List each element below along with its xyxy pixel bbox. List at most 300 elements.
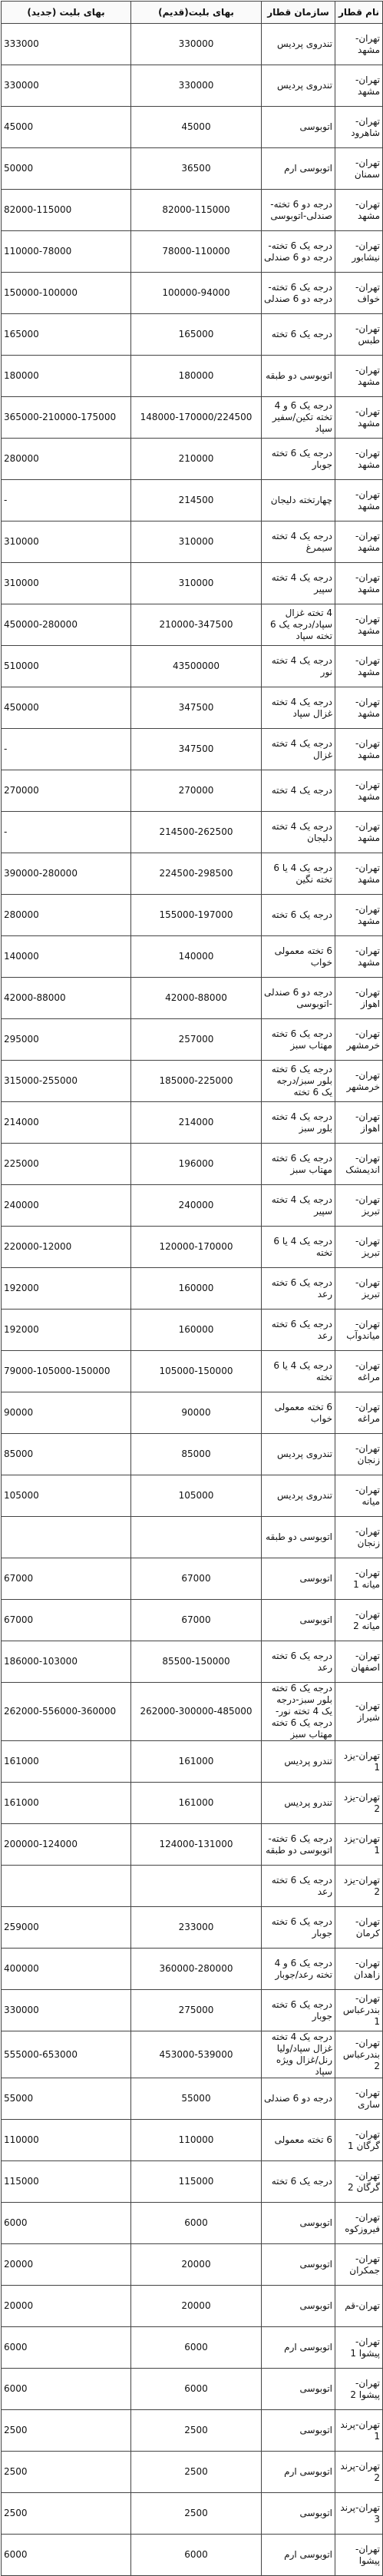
route-cell: تهران-اندیمشک <box>335 1144 383 1185</box>
old-price-cell: 2500 <box>131 2493 262 2535</box>
route-cell: تهران-پرند 2 <box>335 2452 383 2493</box>
route-cell: تهران-زاهدان <box>335 1949 383 1990</box>
table-row <box>2 1741 383 1783</box>
route-cell: تهران-مراغه <box>335 1392 383 1434</box>
table-row <box>2 1227 383 1268</box>
train-cell: 6 تخته معمولی <box>262 2120 335 2161</box>
new-price-cell: 6000 <box>2 2327 131 2369</box>
train-cell: درجه دو 6 صندلی <box>262 2078 335 2120</box>
train-cell: اتوبوسی ارم <box>262 2452 335 2493</box>
train-cell: اتوبوسی <box>262 2244 335 2286</box>
route-cell: تهران-اهواز <box>335 978 383 1019</box>
new-price-cell: 330000 <box>2 65 131 107</box>
train-cell: اتوبوسی دو طبقه <box>262 356 335 397</box>
route-cell: تهران-شیراز <box>335 1683 383 1741</box>
old-price-cell: 42000-88000 <box>131 978 262 1019</box>
train-cell: درجه یک 6 تخته <box>262 2161 335 2203</box>
train-cell: درجه یک 6 تخته-اتوبوسی دو طبقه <box>262 1824 335 1866</box>
new-price-cell: 390000-280000 <box>2 853 131 895</box>
new-price-cell: 450000 <box>2 687 131 729</box>
route-cell: تهران-مشهد <box>335 397 383 439</box>
route-cell: تهران-مشهد <box>335 604 383 646</box>
new-price-cell: 2500 <box>2 2410 131 2452</box>
old-price-cell: 100000-94000 <box>131 273 262 314</box>
old-price-cell: 453000-539000 <box>131 2031 262 2078</box>
old-price-cell: 78000-110000 <box>131 231 262 273</box>
new-price-cell: 240000 <box>2 1185 131 1227</box>
new-price-cell: 50000 <box>2 148 131 190</box>
train-cell: درجه یک 4 تخته بلور سبز <box>262 1102 335 1144</box>
train-cell: درجه یک 6 تخته <box>262 895 335 936</box>
table-row <box>2 1061 383 1102</box>
table-row <box>2 1866 383 1907</box>
train-cell: اتوبوسی ارم <box>262 2535 335 2576</box>
train-fares-table <box>1 1 383 2576</box>
new-price-cell: 225000 <box>2 1144 131 1185</box>
new-price-cell: 110000 <box>2 2120 131 2161</box>
route-cell: تهران-خرمشهر <box>335 1061 383 1102</box>
table-row <box>2 1102 383 1144</box>
table-row <box>2 687 383 729</box>
train-cell: اتوبوسی ارم <box>262 148 335 190</box>
table-row <box>2 190 383 231</box>
train-cell: درجه یک 6 تخته-درجه دو 6 صندلی <box>262 273 335 314</box>
route-cell: تهران-پرند 1 <box>335 2410 383 2452</box>
route-cell: تهران-میانه 1 <box>335 1558 383 1600</box>
fare-rows <box>2 24 383 2576</box>
route-cell: تهران-تبریز <box>335 1227 383 1268</box>
table-row <box>2 1475 383 1517</box>
train-cell: درجه یک 4 تخته غزال سپاد/ولیا رنل/غزال ویژه سپاد <box>262 2031 335 2078</box>
train-cell: اتوبوسی <box>262 1558 335 1600</box>
train-cell: درجه یک 6 تخته رعد <box>262 1310 335 1351</box>
table-row <box>2 1641 383 1683</box>
new-price-cell: 67000 <box>2 1558 131 1600</box>
new-price-cell: 259000 <box>2 1907 131 1949</box>
old-price-cell: 185000-225000 <box>131 1061 262 1102</box>
new-price-cell: 85000 <box>2 1434 131 1475</box>
train-cell: درجه یک 4 تخته سپیر <box>262 563 335 604</box>
new-price-cell: 115000 <box>2 2161 131 2203</box>
old-price-cell: 105000-150000 <box>131 1351 262 1392</box>
route-cell: تهران-کرمان <box>335 1907 383 1949</box>
old-price-cell: 310000 <box>131 521 262 563</box>
train-cell: درجه یک 4 یا 6 تخته نگین <box>262 853 335 895</box>
route-cell: تهران-زنجان <box>335 1517 383 1558</box>
new-price-cell: 2500 <box>2 2493 131 2535</box>
route-cell: تهران-نیشابور <box>335 231 383 273</box>
route-cell: تهران-ساری <box>335 2078 383 2120</box>
new-price-cell: 280000 <box>2 895 131 936</box>
train-cell: اتوبوسی <box>262 2369 335 2410</box>
table-row <box>2 1783 383 1824</box>
new-price-cell: 510000 <box>2 646 131 687</box>
old-price-cell: 257000 <box>131 1019 262 1061</box>
table-row <box>2 1824 383 1866</box>
table-row <box>2 1268 383 1310</box>
new-price-cell: 192000 <box>2 1310 131 1351</box>
route-cell: تهران-بندرعباس 2 <box>335 2031 383 2078</box>
table-row <box>2 646 383 687</box>
train-cell: درجه یک 6 تخته <box>262 314 335 356</box>
new-price-cell: 180000 <box>2 356 131 397</box>
new-price-cell: 400000 <box>2 1949 131 1990</box>
new-price-cell: - <box>2 480 131 521</box>
train-cell: تندرو پردیس <box>262 1741 335 1783</box>
table-row <box>2 231 383 273</box>
old-price-cell: 233000 <box>131 1907 262 1949</box>
route-cell: تهران-پیشوا <box>335 2535 383 2576</box>
table-row <box>2 2161 383 2203</box>
new-price-cell <box>2 1866 131 1907</box>
train-cell: درجه یک 4 تخته دلیجان <box>262 812 335 853</box>
new-price-cell: 214000 <box>2 1102 131 1144</box>
route-cell: تهران-مشهد <box>335 563 383 604</box>
table-row <box>2 1351 383 1392</box>
old-price-cell: 270000 <box>131 770 262 812</box>
train-cell: 4 تخته غزال سپاد/درجه یک 6 تخته سپاد <box>262 604 335 646</box>
old-price-cell: 347500 <box>131 729 262 770</box>
train-cell: درجه یک 4 تخته سیمرغ <box>262 521 335 563</box>
train-cell: درجه دو 6 تخته-صندلی-اتوبوسی <box>262 190 335 231</box>
old-price-cell: 55000 <box>131 2078 262 2120</box>
old-price-cell: 214500 <box>131 480 262 521</box>
route-cell: تهران-سمنان <box>335 148 383 190</box>
route-cell: تهران-پیشوا 2 <box>335 2369 383 2410</box>
train-cell: درجه یک 4 یا 6 تخته <box>262 1351 335 1392</box>
train-cell: اتوبوسی <box>262 2203 335 2244</box>
old-price-cell: 36500 <box>131 148 262 190</box>
new-price-cell: 140000 <box>2 936 131 978</box>
route-cell: تهران-میانه <box>335 1475 383 1517</box>
table-row <box>2 770 383 812</box>
table-row <box>2 895 383 936</box>
route-cell: تهران-مشهد <box>335 895 383 936</box>
old-price-cell: 161000 <box>131 1783 262 1824</box>
new-price-cell: 79000-105000-150000 <box>2 1351 131 1392</box>
old-price-cell: 210000-347500 <box>131 604 262 646</box>
old-price-cell: 196000 <box>131 1144 262 1185</box>
new-price-cell: 450000-280000 <box>2 604 131 646</box>
train-cell: 6 تخته معمولی خواب <box>262 936 335 978</box>
route-cell: تهران-مشهد <box>335 812 383 853</box>
old-price-cell: 360000-280000 <box>131 1949 262 1990</box>
train-cell: درجه یک 6 تخته جوبار <box>262 1907 335 1949</box>
old-price-cell: 6000 <box>131 2535 262 2576</box>
old-price-cell: 20000 <box>131 2286 262 2327</box>
route-cell: تهران-مشهد <box>335 687 383 729</box>
route-cell: تهران-گرگان 1 <box>335 2120 383 2161</box>
table-row <box>2 1683 383 1741</box>
train-cell: درجه دو 6 صندلی -اتوبوسی <box>262 978 335 1019</box>
table-row <box>2 2369 383 2410</box>
table-row <box>2 978 383 1019</box>
train-cell: درجه یک 6 تخته مهتاب سبز <box>262 1144 335 1185</box>
train-cell: درجه یک 4 یا 6 تخته <box>262 1227 335 1268</box>
train-cell: تندرو پردیس <box>262 1783 335 1824</box>
old-price-cell: 347500 <box>131 687 262 729</box>
new-price-cell: 310000 <box>2 563 131 604</box>
table-row <box>2 1990 383 2031</box>
table-row <box>2 2203 383 2244</box>
route-cell: تهران-مراغه <box>335 1351 383 1392</box>
route-cell: تهران-یزد 2 <box>335 1866 383 1907</box>
route-cell: تهران-قم <box>335 2286 383 2327</box>
old-price-cell: 115000 <box>131 2161 262 2203</box>
old-price-cell: 148000-170000/224500 <box>131 397 262 439</box>
old-price-cell: 214500-262500 <box>131 812 262 853</box>
old-price-cell: 224500-298500 <box>131 853 262 895</box>
table-row <box>2 314 383 356</box>
train-header: سازمان قطار <box>262 2 335 24</box>
old-price-cell: 160000 <box>131 1310 262 1351</box>
old-price-cell: 214000 <box>131 1102 262 1144</box>
route-cell: تهران-یزد 1 <box>335 1741 383 1783</box>
new-price-cell: 110000-78000 <box>2 231 131 273</box>
table-row <box>2 812 383 853</box>
old-price-cell: 20000 <box>131 2244 262 2286</box>
table-row <box>2 853 383 895</box>
table-row <box>2 1907 383 1949</box>
route-cell: تهران-خواف <box>335 273 383 314</box>
old-price-cell: 105000 <box>131 1475 262 1517</box>
new-price-header: بهای بلیت (جدید) <box>2 2 131 24</box>
old-price-cell: 155000-197000 <box>131 895 262 936</box>
route-cell: تهران-مشهد <box>335 439 383 480</box>
new-price-cell: 280000 <box>2 439 131 480</box>
old-price-cell: 85500-150000 <box>131 1641 262 1683</box>
new-price-cell: 90000 <box>2 1392 131 1434</box>
train-cell: اتوبوسی ارم <box>262 2327 335 2369</box>
old-price-cell <box>131 1866 262 1907</box>
train-cell: اتوبوسی <box>262 1600 335 1641</box>
train-cell: درجه یک 4 تخته سپیر <box>262 1185 335 1227</box>
new-price-cell: 2500 <box>2 2452 131 2493</box>
route-cell: تهران-مشهد <box>335 24 383 65</box>
table-row <box>2 65 383 107</box>
old-price-cell: 165000 <box>131 314 262 356</box>
old-price-cell: 2500 <box>131 2452 262 2493</box>
new-price-cell: - <box>2 729 131 770</box>
new-price-cell: 82000-115000 <box>2 190 131 231</box>
old-price-cell: 82000-115000 <box>131 190 262 231</box>
route-cell: تهران-خرمشهر <box>335 1019 383 1061</box>
old-price-cell: 124000-131000 <box>131 1824 262 1866</box>
new-price-cell: 150000-100000 <box>2 273 131 314</box>
train-cell: درجه یک 6 و 4 تخته تکین/سفیر سپاد <box>262 397 335 439</box>
train-cell: درجه یک 6 تخته بلور سبز-درجه یک 4 تخته نور-درجه یک 6 تخته مهتاب سبز <box>262 1683 335 1741</box>
old-price-cell: 45000 <box>131 107 262 148</box>
table-row <box>2 356 383 397</box>
old-price-cell: 2500 <box>131 2410 262 2452</box>
table-row <box>2 2410 383 2452</box>
old-price-cell: 90000 <box>131 1392 262 1434</box>
new-price-cell: 262000-556000-360000 <box>2 1683 131 1741</box>
train-cell: درجه یک 6 تخته رعد <box>262 1268 335 1310</box>
train-cell: درجه یک 6 و 4 تخته رعد/جوبار <box>262 1949 335 1990</box>
new-price-cell: 55000 <box>2 2078 131 2120</box>
header-row <box>2 2 383 24</box>
route-cell: تهران-مشهد <box>335 646 383 687</box>
table-row <box>2 107 383 148</box>
route-cell: تهران-جمکران <box>335 2244 383 2286</box>
table-row <box>2 729 383 770</box>
new-price-cell: 20000 <box>2 2244 131 2286</box>
route-cell: تهران-پرند 3 <box>335 2493 383 2535</box>
new-price-cell <box>2 1517 131 1558</box>
route-cell: تهران-بندرعباس 1 <box>335 1990 383 2031</box>
route-cell: تهران-مشهد <box>335 356 383 397</box>
table-row <box>2 480 383 521</box>
table-row <box>2 2120 383 2161</box>
train-cell: درجه یک 4 تخته <box>262 770 335 812</box>
table-row <box>2 521 383 563</box>
old-price-cell: 160000 <box>131 1268 262 1310</box>
route-cell: تهران-فیروزکوه <box>335 2203 383 2244</box>
old-price-cell: 161000 <box>131 1741 262 1783</box>
old-price-cell: 310000 <box>131 563 262 604</box>
new-price-cell: 365000-210000-175000 <box>2 397 131 439</box>
old-price-cell: 6000 <box>131 2327 262 2369</box>
route-cell: تهران-اصفهان <box>335 1641 383 1683</box>
new-price-cell: 161000 <box>2 1783 131 1824</box>
route-cell: تهران-تبریز <box>335 1185 383 1227</box>
train-cell: چهارتخته دلیجان <box>262 480 335 521</box>
train-cell: درجه یک 6 تخته جوبار <box>262 439 335 480</box>
train-cell: اتوبوسی <box>262 107 335 148</box>
route-cell: تهران-پیشوا 1 <box>335 2327 383 2369</box>
route-cell: تهران-مشهد <box>335 190 383 231</box>
table-row <box>2 2535 383 2576</box>
train-cell: درجه یک 6 تخته-درجه دو 6 صندلی <box>262 231 335 273</box>
table-row <box>2 24 383 65</box>
train-cell: درجه یک 6 تخته جوبار <box>262 1990 335 2031</box>
train-cell: درجه یک 4 تخته غزال سپاد <box>262 687 335 729</box>
table-row <box>2 1600 383 1641</box>
new-price-cell: 6000 <box>2 2535 131 2576</box>
train-cell: اتوبوسی <box>262 2410 335 2452</box>
old-price-cell: 85000 <box>131 1434 262 1475</box>
table-row <box>2 2078 383 2120</box>
route-header: نام قطار <box>335 2 383 24</box>
new-price-cell: 6000 <box>2 2369 131 2410</box>
table-row <box>2 2452 383 2493</box>
new-price-cell: 45000 <box>2 107 131 148</box>
train-cell: تندروی پردیس <box>262 24 335 65</box>
old-price-cell: 6000 <box>131 2369 262 2410</box>
route-cell: تهران-مشهد <box>335 65 383 107</box>
table-row <box>2 2244 383 2286</box>
train-cell: اتوبوسی دو طبقه <box>262 1517 335 1558</box>
new-price-cell: 192000 <box>2 1268 131 1310</box>
table-row <box>2 397 383 439</box>
old-price-cell: 275000 <box>131 1990 262 2031</box>
table-row <box>2 1434 383 1475</box>
old-price-cell: 43500000 <box>131 646 262 687</box>
route-cell: تهران-مشهد <box>335 936 383 978</box>
route-cell: تهران-مشهد <box>335 770 383 812</box>
new-price-cell: 270000 <box>2 770 131 812</box>
old-price-cell: 120000-170000 <box>131 1227 262 1268</box>
table-row <box>2 148 383 190</box>
route-cell: تهران-اهواز <box>335 1102 383 1144</box>
table-row <box>2 2031 383 2078</box>
train-cell: درجه یک 4 تخته نور <box>262 646 335 687</box>
new-price-cell: 220000-12000 <box>2 1227 131 1268</box>
old-price-cell: 67000 <box>131 1600 262 1641</box>
new-price-cell: 295000 <box>2 1019 131 1061</box>
new-price-cell: 186000-103000 <box>2 1641 131 1683</box>
new-price-cell: 315000-255000 <box>2 1061 131 1102</box>
route-cell: تهران-شاهرود <box>335 107 383 148</box>
new-price-cell: - <box>2 812 131 853</box>
table-row <box>2 439 383 480</box>
old-price-cell: 330000 <box>131 24 262 65</box>
table-row <box>2 604 383 646</box>
old-price-cell: 210000 <box>131 439 262 480</box>
route-cell: تهران-زنجان <box>335 1434 383 1475</box>
table-row <box>2 563 383 604</box>
table-row <box>2 2493 383 2535</box>
train-cell: تندروی پردیس <box>262 65 335 107</box>
train-cell: درجه یک 6 تخته رعد <box>262 1641 335 1683</box>
train-cell: اتوبوسی <box>262 2493 335 2535</box>
old-price-cell: 140000 <box>131 936 262 978</box>
new-price-cell: 333000 <box>2 24 131 65</box>
train-cell: درجه یک 6 تخته رعد <box>262 1866 335 1907</box>
route-cell: تهران-مشهد <box>335 729 383 770</box>
old-price-cell <box>131 1517 262 1558</box>
route-cell: تهران-مشهد <box>335 480 383 521</box>
old-price-cell: 240000 <box>131 1185 262 1227</box>
old-price-header: بهای بلیت(قدیم) <box>131 2 262 24</box>
train-cell: اتوبوسی <box>262 2286 335 2327</box>
route-cell: تهران-یزد 2 <box>335 1783 383 1824</box>
new-price-cell: 330000 <box>2 1990 131 2031</box>
new-price-cell: 161000 <box>2 1741 131 1783</box>
route-cell: تهران-میانه 2 <box>335 1600 383 1641</box>
train-cell: درجه یک 6 تخته مهتاب سبز <box>262 1019 335 1061</box>
old-price-cell: 262000-300000-485000 <box>131 1683 262 1741</box>
new-price-cell: 20000 <box>2 2286 131 2327</box>
table-row <box>2 1310 383 1351</box>
old-price-cell: 330000 <box>131 65 262 107</box>
train-cell: 6 تخته معمولی خواب <box>262 1392 335 1434</box>
route-cell: تهران-تبریز <box>335 1268 383 1310</box>
table-row <box>2 1019 383 1061</box>
route-cell: تهران-یزد 1 <box>335 1824 383 1866</box>
train-cell: درجه یک 6 تخته بلور سبز/درجه یک 6 تخته <box>262 1061 335 1102</box>
table-row <box>2 1517 383 1558</box>
train-cell: درجه یک 4 تخته غزال <box>262 729 335 770</box>
table-row <box>2 2327 383 2369</box>
old-price-cell: 6000 <box>131 2203 262 2244</box>
new-price-cell: 165000 <box>2 314 131 356</box>
table-row <box>2 273 383 314</box>
table-row <box>2 1392 383 1434</box>
new-price-cell: 105000 <box>2 1475 131 1517</box>
table-row <box>2 936 383 978</box>
route-cell: تهران-مشهد <box>335 853 383 895</box>
new-price-cell: 67000 <box>2 1600 131 1641</box>
table-row <box>2 1144 383 1185</box>
table-row <box>2 1558 383 1600</box>
route-cell: تهران-گرگان 2 <box>335 2161 383 2203</box>
old-price-cell: 180000 <box>131 356 262 397</box>
new-price-cell: 42000-88000 <box>2 978 131 1019</box>
new-price-cell: 6000 <box>2 2203 131 2244</box>
old-price-cell: 110000 <box>131 2120 262 2161</box>
